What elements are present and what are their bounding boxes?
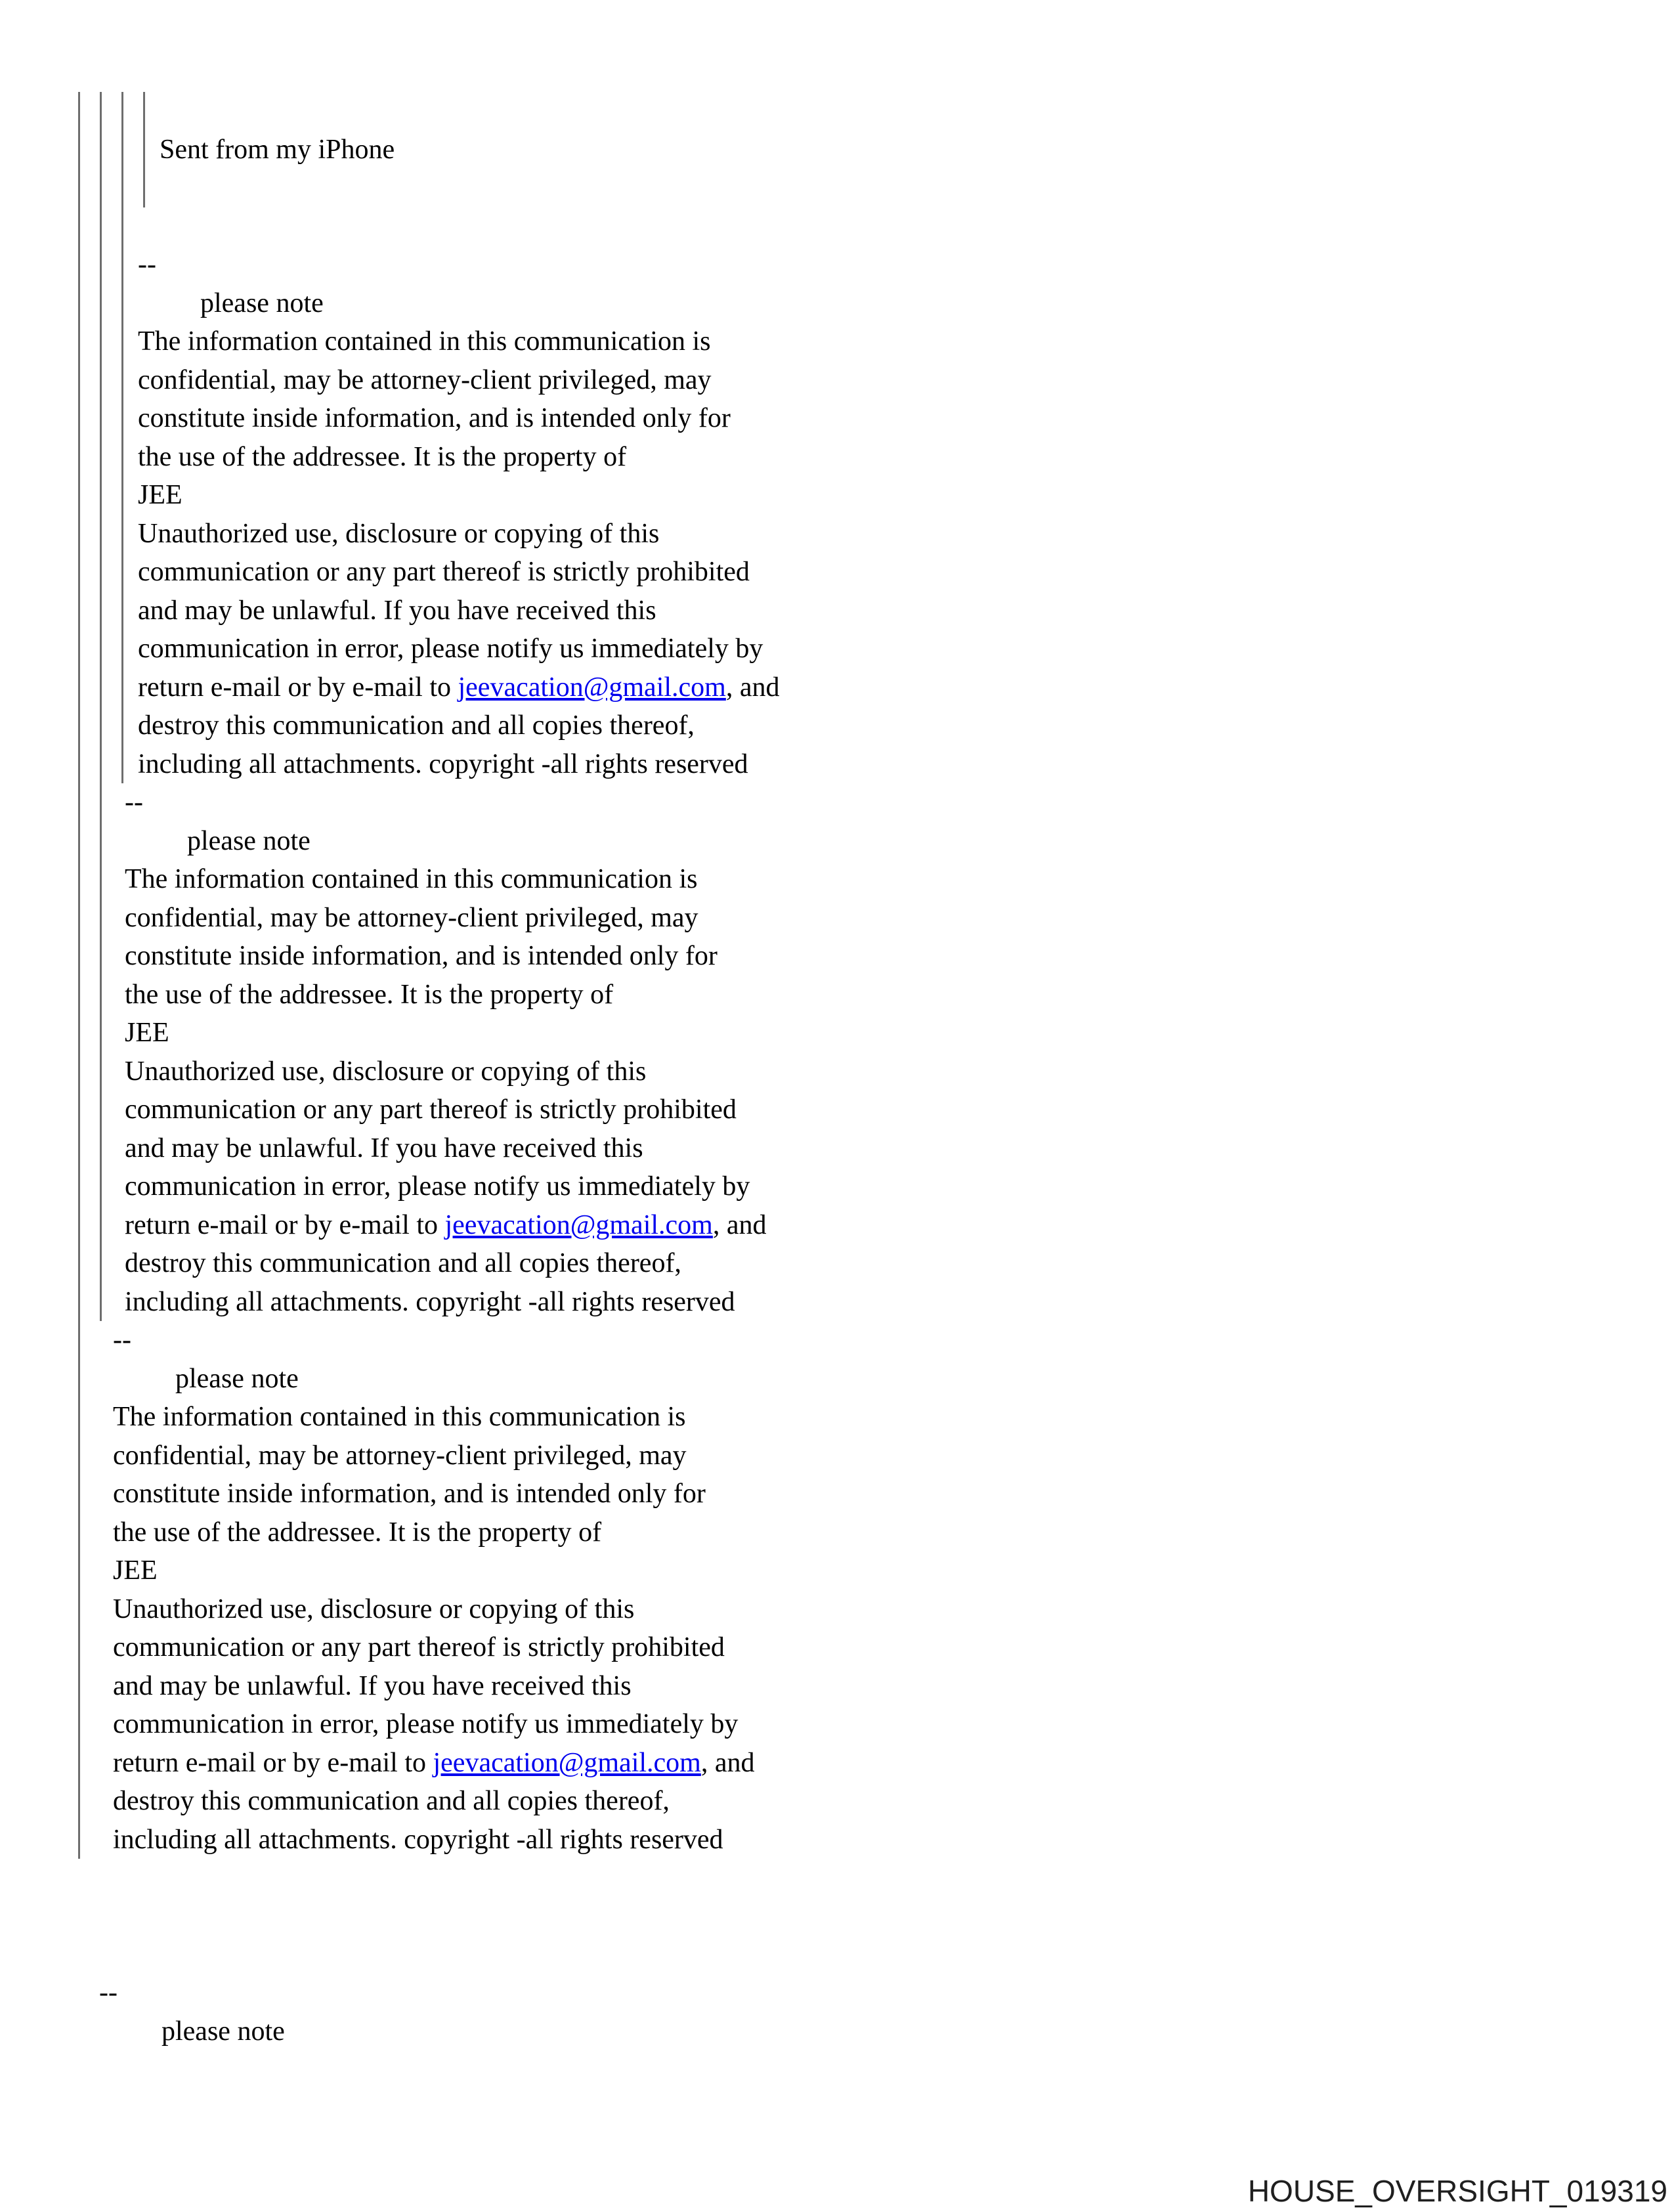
disclaimer-line: Unauthorized use, disclosure or copying of this: [113, 1594, 635, 1624]
spacer: [138, 207, 1648, 246]
disclaimer-line: the use of the addressee. It is the property of: [125, 979, 614, 1010]
disclaimer-line: and may be unlawful. If you have received this: [125, 1133, 643, 1163]
disclaimer-line: including all attachments. copyright -all rights reserved: [138, 748, 748, 779]
disclaimer-line: JEE: [125, 1018, 169, 1048]
link-line-prefix: return e-mail or by e-mail to: [138, 672, 458, 703]
email-link[interactable]: jeevacation@gmail.com: [458, 672, 726, 703]
disclaimer-line: confidential, may be attorney-client privileged, may: [138, 364, 712, 395]
please-note-heading: please note: [175, 1363, 299, 1394]
please-note-heading: please note: [161, 2016, 285, 2047]
disclaimer-line: including all attachments. copyright -all rights reserved: [113, 1824, 723, 1855]
disclaimer-link-line: [125, 1206, 1648, 1245]
disclaimer-line: including all attachments. copyright -all rights reserved: [125, 1286, 735, 1317]
disclaimer-line: and may be unlawful. If you have received this: [113, 1670, 632, 1701]
link-line-suffix: , and: [712, 1209, 767, 1240]
disclaimer-line: communication in error, please notify us immediately by: [138, 634, 763, 664]
signature-separator: --: [99, 1978, 118, 2008]
link-line-prefix: return e-mail or by e-mail to: [125, 1209, 445, 1240]
disclaimer-line: JEE: [138, 480, 182, 510]
spacer: [160, 169, 1648, 207]
quote-level-2: [100, 92, 1648, 1321]
disclaimer-link-line: [138, 668, 1648, 707]
disclaimer-line: destroy this communication and all copies thereof,: [138, 710, 695, 741]
disclaimer-line: The information contained in this communication is: [138, 326, 711, 357]
link-line-prefix: return e-mail or by e-mail to: [113, 1747, 433, 1778]
disclaimer-line: confidential, may be attorney-client privileged, may: [125, 902, 698, 933]
quote-level-4: [143, 92, 1648, 207]
disclaimer-line: confidential, may be attorney-client privileged, may: [113, 1440, 687, 1471]
please-note-heading: please note: [187, 825, 311, 856]
link-line-suffix: , and: [700, 1747, 755, 1778]
disclaimer-block-2: [125, 783, 1648, 1321]
disclaimer-line: communication in error, please notify us immediately by: [125, 1171, 750, 1202]
disclaimer-line: communication or any part thereof is strictly prohibited: [125, 1095, 737, 1125]
disclaimer-block-1: [138, 246, 1648, 783]
disclaimer-line: constitute inside information, and is intended only for: [125, 941, 718, 971]
disclaimer-line: Unauthorized use, disclosure or copying of this: [138, 518, 660, 549]
signature-separator: --: [138, 249, 156, 280]
disclaimer-line: destroy this communication and all copies thereof,: [125, 1248, 681, 1278]
disclaimer-line: communication or any part thereof is strictly prohibited: [113, 1632, 725, 1662]
disclaimer-line: The information contained in this communication is: [113, 1402, 686, 1432]
truncated-disclaimer-block: [99, 1974, 1648, 2050]
disclaimer-line: Unauthorized use, disclosure or copying of this: [125, 1056, 647, 1087]
disclaimer-line: constitute inside information, and is intended only for: [113, 1479, 706, 1509]
disclaimer-line: destroy this communication and all copies thereof,: [113, 1786, 670, 1816]
please-note-heading: please note: [200, 288, 324, 318]
disclaimer-line: communication in error, please notify us immediately by: [113, 1709, 739, 1739]
link-line-suffix: , and: [725, 672, 780, 703]
quote-level-1: [78, 92, 1648, 1859]
disclaimer-line: communication or any part thereof is strictly prohibited: [138, 557, 750, 587]
disclaimer-line: The information contained in this communication is: [125, 864, 698, 894]
email-link[interactable]: jeevacation@gmail.com: [444, 1209, 713, 1240]
email-link[interactable]: jeevacation@gmail.com: [433, 1747, 701, 1778]
disclaimer-line: and may be unlawful. If you have received this: [138, 595, 656, 626]
disclaimer-line: JEE: [113, 1555, 158, 1586]
disclaimer-line: constitute inside information, and is intended only for: [138, 403, 731, 433]
disclaimer-line: the use of the addressee. It is the property of: [138, 441, 627, 472]
spacer: [160, 92, 1648, 131]
disclaimer-line: the use of the addressee. It is the property of: [113, 1517, 602, 1548]
disclaimer-block-3: [113, 1321, 1648, 1859]
sent-from-iphone-line: Sent from my iPhone: [160, 134, 395, 165]
disclaimer-link-line: [113, 1744, 1648, 1783]
signature-separator: --: [125, 787, 143, 817]
signature-separator: --: [113, 1325, 131, 1355]
quote-level-3: [121, 92, 1648, 783]
bates-number: HOUSE_OVERSIGHT_019319: [1247, 2174, 1667, 2208]
